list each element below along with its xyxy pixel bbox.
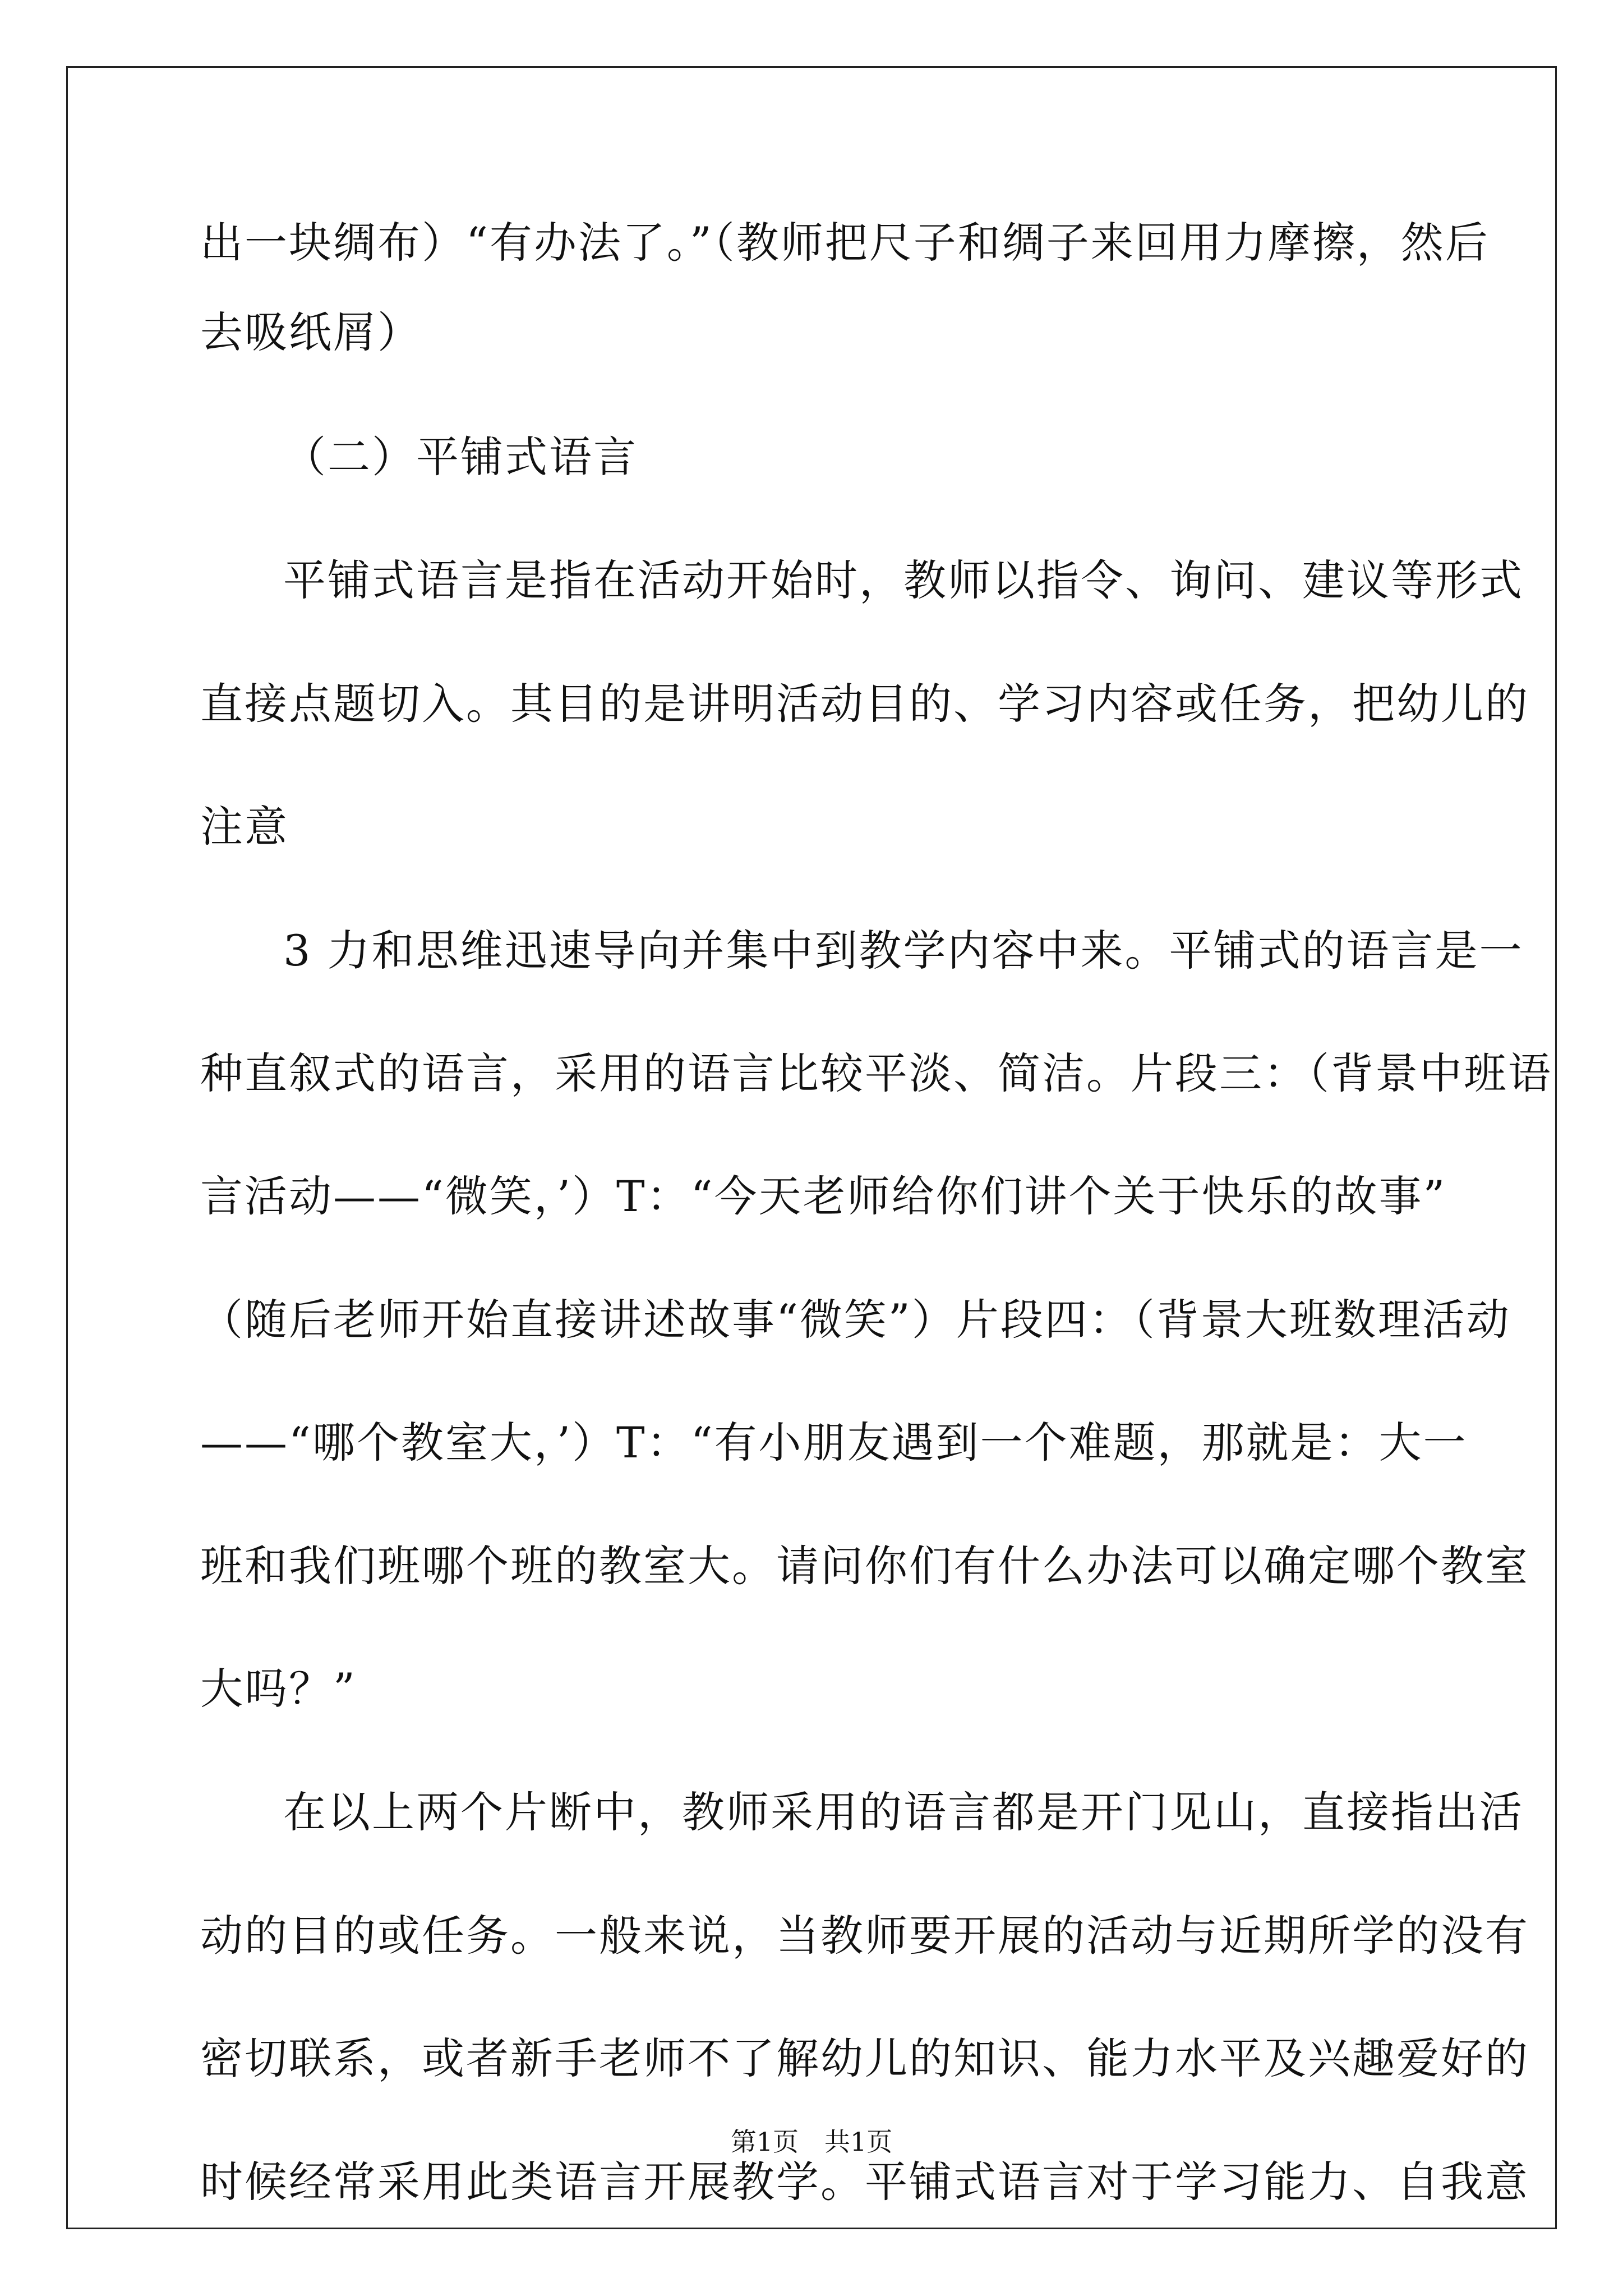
text-line: 出一块绸布）“有办法了。”（教师把尺子和绸子来回用力摩擦，然后 bbox=[200, 218, 1490, 268]
text-line: 直接点题切入。其目的是讲明活动目的、学习内容或任务，把幼儿的 bbox=[200, 679, 1529, 729]
page-border bbox=[66, 66, 1557, 2229]
text-line: 去吸纸屑） bbox=[200, 307, 422, 357]
text-line: 班和我们班哪个班的教室大。请问你们有什么办法可以确定哪个教室 bbox=[200, 1541, 1529, 1591]
text-line: 密切联系，或者新手老师不了解幼儿的知识、能力水平及兴趣爱好的 bbox=[200, 2033, 1529, 2083]
text-line: （二）平铺式语言 bbox=[283, 432, 638, 482]
text-line: 注意 bbox=[200, 802, 289, 852]
text-line: 动的目的或任务。一般来说，当教师要开展的活动与近期所学的没有 bbox=[200, 1911, 1529, 1961]
text-line: ——“哪个教室大，’）T：“有小朋友遇到一个难题，那就是：大一 bbox=[200, 1418, 1468, 1467]
text-line: 在以上两个片断中，教师采用的语言都是开门见山，直接指出活 bbox=[283, 1787, 1524, 1837]
text-line: 大吗？” bbox=[200, 1664, 357, 1714]
text-line: 种直叙式的语言，采用的语言比较平淡、简洁。片段三：（背景中班语 bbox=[200, 1048, 1552, 1098]
text-line: 言活动——“微笑，’）T：“今天老师给你们讲个关于快乐的故事” bbox=[200, 1171, 1447, 1221]
text-line: （随后老师开始直接讲述故事“微笑”）片段四：（背景大班数理活动 bbox=[200, 1295, 1511, 1345]
page-footer: 第1页 共1页 bbox=[730, 2127, 893, 2157]
text-line: 时候经常采用此类语言开展教学。平铺式语言对于学习能力、自我意 bbox=[200, 2157, 1529, 2207]
text-line: 平铺式语言是指在活动开始时，教师以指令、询问、建议等形式 bbox=[283, 555, 1524, 605]
text-line: 3 力和思维迅速导向并集中到教学内容中来。平铺式的语言是一 bbox=[283, 926, 1524, 976]
